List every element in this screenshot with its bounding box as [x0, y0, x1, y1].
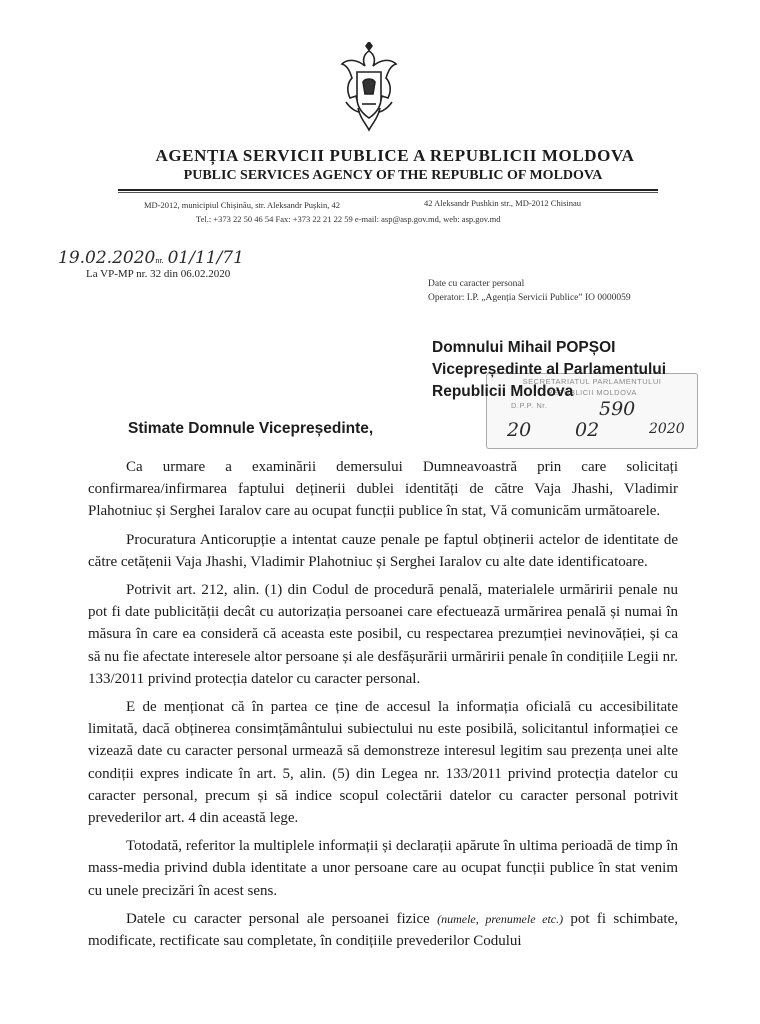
outgoing-reference	[58, 248, 244, 268]
paragraph-6	[88, 908, 678, 952]
paragraph-6-start: Datele cu caracter personal ale persoanei fizice	[126, 910, 438, 927]
paragraph-2: Procuratura Anticorupție a intentat cauze penale pe faptul obținerii actelor de identitate de către cetățenii Vaja Jhashi, Vladimir Plahotniuc și Serghei Iaralov cu alte date identificatoare.	[88, 531, 678, 570]
coat-of-arms-icon	[338, 42, 400, 134]
paragraph-3: Potrivit art. 212, alin. (1) din Codul de procedură penală, materialele urmăririi penale nu pot fi date publicității decât cu autorizația persoanei care efectuează urmărirea penală și numai în măsura în care ea consideră că aceasta este posibil, cu respectarea prezumției nevinovăției, și ca să nu fie afectate interesele altor persoane și ale desfășurării urmăririi penale în condițiile Legii nr. 133/2011 privind protecția datelor cu caracter personal.	[88, 582, 678, 687]
reference-nr-label: nr.	[155, 256, 164, 265]
stamp-date-year: 2020	[649, 421, 685, 437]
paragraph-4: E de menționat că în partea ce ține de accesul la informația oficială cu accesibilitate limitată, dacă obținerea consimțământului subiectului nu este posibilă, solicitantul informației ce vizează date cu caracter personal urmează să demonstreze interesul legitim sau prezența unei alte condiții expres indicate în art. 5, alin. (5) din Legea nr. 133/2011 privind protecția datelor cu caracter personal, precum și să indice scopul colectării datelor cu caracter personal potrivit prevederilor art. 4 din această lege.	[88, 699, 678, 827]
recipient-title: Vicepreședinte al Parlamentului	[432, 361, 667, 378]
stamp-number: 590	[599, 398, 636, 420]
paragraph-6-end: pot fi schimbate, modificate, rectificate sau completate, în condițiile prevederilor Codului	[88, 910, 678, 950]
header-divider	[118, 189, 658, 191]
personal-data-notice: Date cu caracter personal	[428, 279, 525, 289]
agency-name-en: PUBLIC SERVICES AGENCY OF THE REPUBLIC OF MOLDOVA	[183, 168, 603, 183]
salutation: Stimate Domnule Vicepreședinte,	[128, 420, 374, 437]
letter-body	[88, 456, 678, 958]
stamp-date-day: 20	[507, 419, 532, 441]
header-divider-thin	[118, 192, 658, 193]
address-en: 42 Aleksandr Pushkin str., MD-2012 Chisinau	[424, 198, 582, 208]
paragraph-6-italic: (numele, prenumele etc.)	[437, 911, 564, 926]
paragraph-1: Ca urmare a examinării demersului Dumneavoastră prin care solicitați confirmarea/infirmarea faptului deținerii dublei identități de către Vaja Jhashi, Vladimir Plahotniuc și Serghei Iaralov care au ocupat funcții publice în stat, Vă comunicăm următoarele.	[88, 459, 678, 520]
reference-date: 19.02.2020	[58, 248, 156, 268]
data-operator: Operator: I.P. „Agenția Servicii Publice” IO 0000059	[428, 293, 631, 303]
contacts: Tel.: +373 22 50 46 54 Fax: +373 22 21 22 59 e-mail: asp@asp.gov.md, web: asp.gov.md	[196, 214, 501, 224]
recipient-name: Domnului Mihail POPȘOI	[432, 339, 616, 356]
recipient-institution: Republicii Moldova	[432, 383, 574, 400]
agency-name-ro: AGENȚIA SERVICII PUBLICE A REPUBLICII MOLDOVA	[155, 146, 635, 165]
recipient-block	[432, 337, 666, 403]
stamp-line-2: REPUBLICII MOLDOVA	[547, 388, 637, 397]
stamp-date-month: 02	[575, 419, 600, 441]
paragraph-5: Totodată, referitor la multiplele informații și declarații apărute în ultima perioadă de timp în mass-media privind dubla identitate a unor persoane care au ocupat funcții publice în stat venim cu unele precizări în acest sens.	[88, 838, 678, 899]
address-ro: MD-2012, municipiul Chișinău, str. Aleksandr Pușkin, 42	[144, 200, 340, 210]
reference-number: 01/11/71	[167, 248, 244, 268]
stamp-line-3: D.P.P. Nr.	[511, 401, 548, 410]
response-to: La VP-MP nr. 32 din 06.02.2020	[86, 268, 231, 280]
stamp-line-1: SECRETARIATUL PARLAMENTULUI	[522, 377, 662, 386]
